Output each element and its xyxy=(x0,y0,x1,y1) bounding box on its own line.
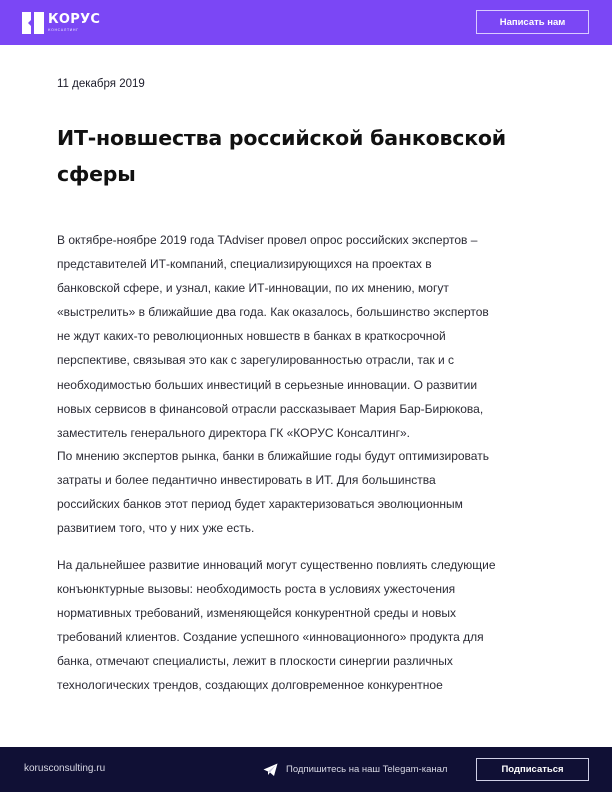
paragraph-line: новых сервисов в финансовой отрасли рассказывает Мария Бар-Бирюкова, xyxy=(57,401,484,416)
paragraph-line: развитием того, что у них уже есть. xyxy=(57,521,255,536)
article-paragraph xyxy=(57,228,567,445)
paragraph-line: банковской сфере, и узнал, какие ИТ-инновации, по их мнению, могут xyxy=(57,281,449,296)
paragraph-line: «выстрелить» в ближайшие два года. Как оказалось, большинство экспертов xyxy=(57,305,489,320)
paragraph-line: технологических трендов, создающих долговременное конкурентное xyxy=(57,678,443,693)
paragraph-line: На дальнейшее развитие инноваций могут существенно повлиять следующие xyxy=(57,558,496,572)
paragraph-line: нормативных требований, изменяющейся конкурентной среды и новых xyxy=(57,606,456,621)
paragraph-line: российских банков этот период будет характеризоваться эволюционным xyxy=(57,497,463,512)
article-date: 11 декабря 2019 xyxy=(57,78,145,90)
paragraph-line: перспективе, связывая это как с зарегулированностью отрасли, так и с xyxy=(57,353,455,368)
logo-wordmark: КОРУС xyxy=(48,12,101,27)
contact-us-button[interactable]: Написать нам xyxy=(476,10,589,34)
paragraph-line: В октябре-ноябре 2019 года TAdviser провел опрос российских экспертов – xyxy=(57,233,478,247)
article-title xyxy=(57,120,557,192)
korus-logo-icon xyxy=(22,12,44,34)
article-paragraph xyxy=(57,553,567,698)
paragraph-line: требований клиентов. Создание успешного «инновационного» продукта для xyxy=(57,630,484,645)
subscribe-button[interactable]: Подписаться xyxy=(476,758,589,781)
paragraph-line: затраты и более педантично инвестировать в ИТ. Для большинства xyxy=(57,473,436,488)
logo-text xyxy=(48,13,100,33)
article-paragraph xyxy=(57,444,567,540)
korus-logo[interactable] xyxy=(22,11,100,35)
telegram-icon[interactable] xyxy=(263,762,278,776)
site-link[interactable]: korusconsulting.ru xyxy=(24,763,106,774)
paragraph-line: По мнению экспертов рынка, банки в ближайшие годы будут оптимизировать xyxy=(57,449,489,463)
site-footer xyxy=(0,747,612,792)
paragraph-line: необходимостью больших инвестиций в серьезные инновации. О развитии xyxy=(57,377,478,392)
article-title-line: ИТ-новшества российской банковской xyxy=(57,126,506,150)
telegram-cta-text[interactable]: Подпишитесь на наш Telegam-канал xyxy=(286,764,448,775)
paragraph-line: конъюнктурные вызовы: необходимость роста в условиях ужесточения xyxy=(57,582,456,597)
paragraph-line: заместитель генерального директора ГК «КОРУС Консалтинг». xyxy=(57,425,411,440)
paragraph-line: не ждут каких-то революционных новшеств в банках в краткосрочной xyxy=(57,329,446,344)
paragraph-line: представителей ИТ-компаний, специализирующихся на проектах в xyxy=(57,257,432,272)
article-title-line: сферы xyxy=(57,162,136,186)
paragraph-line: банка, отмечают специалисты, лежит в плоскости синергии различных xyxy=(57,654,453,669)
site-header xyxy=(0,0,612,45)
logo-subtitle: КОНСАЛТИНГ xyxy=(48,28,79,32)
